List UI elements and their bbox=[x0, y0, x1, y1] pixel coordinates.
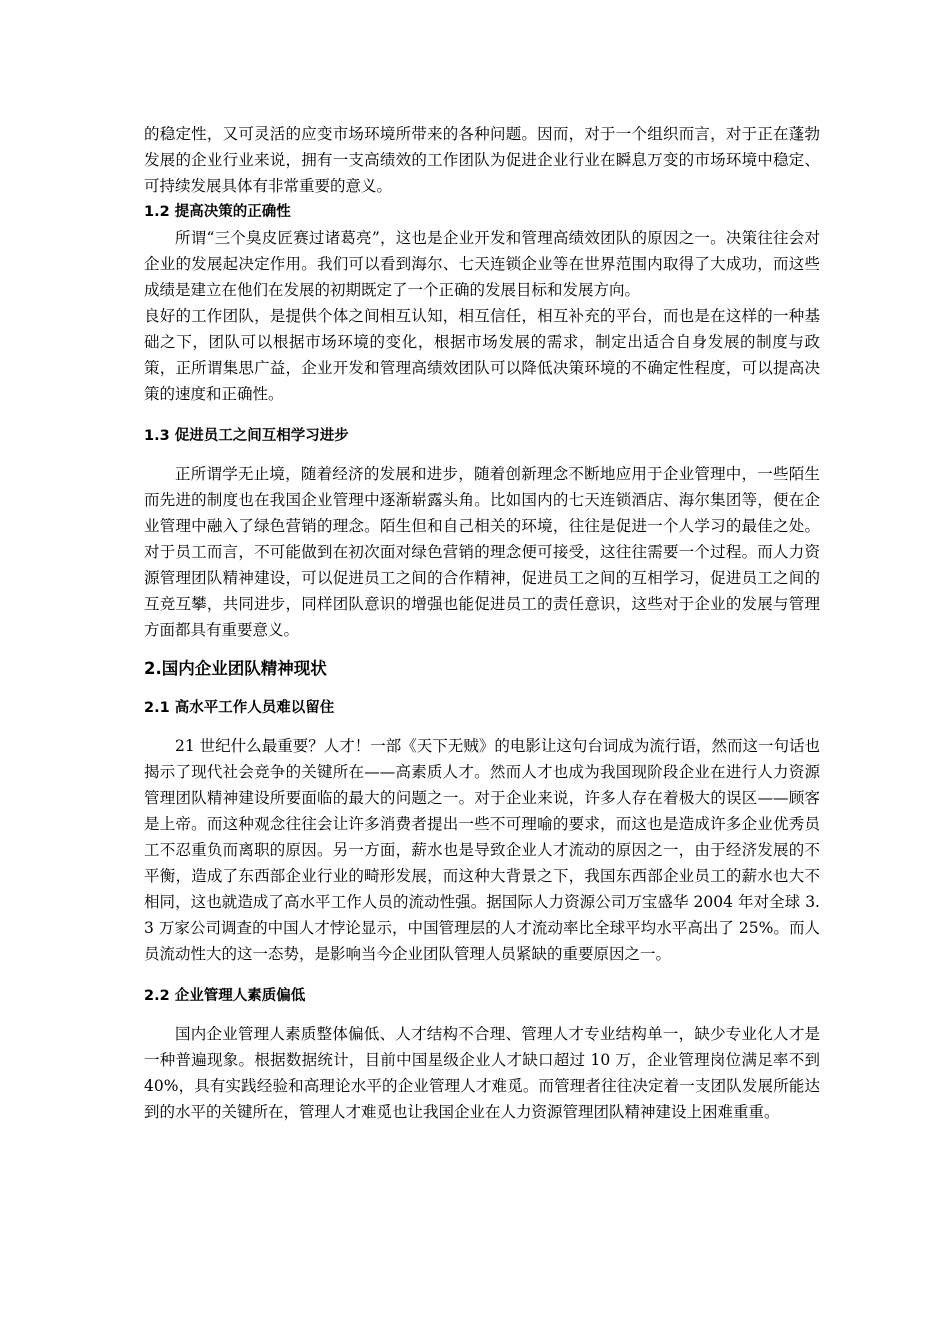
spacer bbox=[144, 643, 820, 655]
section-2-2-heading: 2.2 企业管理人素质偏低 bbox=[144, 988, 306, 1004]
document-page bbox=[144, 121, 820, 1125]
section-2-1-paragraph: 21 世纪什么最重要？人才！一部《天下无贼》的电影让这句台词成为流行语，然而这一句话也揭示了现代社会竞争的关键所在——高素质人才。然而人才也成为我国现阶段企业在进行人力资源管理团队精神建设所要面临的最大的问题之一。对于企业来说，许多人存在着极大的误区——顾客是上帝。而这种观念往往会让许多消费者提出一些不可理喻的要求，而这也是造成许多企业优秀员工不忍重负而离职的原因。另一方面，薪水也是导致企业人才流动的原因之一，由于经济发展的不平衡，造成了东西部企业行业的畸形发展，而这种大背景之下，我国东西部企业员工的薪水也大不相同，这也就造成了高水平工作人员的流动性强。据国际人力资源公司万宝盛华 2004 年对全球 3.3 万家公司调查的中国人才悖论显示，中国管理层的人才流动率比全球平均水平高出了 25%。而人员流动性大的这一态势，是影响当今企业团队管理人员紧缺的重要原因之一。 bbox=[144, 737, 820, 963]
section-1-2-paragraph-2: 良好的工作团队，是提供个体之间相互认知，相互信任，相互补充的平台，而也是在这样的一种基础之下，团队可以根据市场环境的变化，根据市场发展的需求，制定出适合自身发展的制度与政策，正所谓集思广益，企业开发和管理高绩效团队可以降低决策环境的不确定性程度，可以提高决策的速度和正确性。 bbox=[144, 307, 820, 403]
intro-paragraph: 的稳定性，又可灵活的应变市场环境所带来的各种问题。因而，对于一个组织而言，对于正在蓬勃发展的企业行业来说，拥有一支高绩效的工作团队为促进企业行业在瞬息万变的市场环境中稳定、可持续发展具体有非常重要的意义。 bbox=[144, 125, 820, 195]
spacer bbox=[144, 449, 820, 461]
section-2-heading: 2.国内企业团队精神现状 bbox=[144, 659, 327, 678]
section-1-3-heading: 1.3 促进员工之间互相学习进步 bbox=[144, 428, 349, 444]
spacer bbox=[144, 967, 820, 983]
section-1-2-paragraph-1: 所谓“三个臭皮匠赛过诸葛亮”，这也是企业开发和管理高绩效团队的原因之一。决策往往会对企业的发展起决定作用。我们可以看到海尔、七天连锁企业等在世界范围内取得了大成功，而这些成绩是建立在他们在发展的初期既定了一个正确的发展目标和发展方向。 bbox=[144, 229, 820, 299]
section-1-3-paragraph: 正所谓学无止境，随着经济的发展和进步，随着创新理念不断地应用于企业管理中，一些陌生而先进的制度也在我国企业管理中逐渐崭露头角。比如国内的七天连锁酒店、海尔集团等，便在企业管理中融入了绿色营销的理念。陌生但和自己相关的环境，往往是促进一个人学习的最佳之处。对于员工而言，不可能做到在初次面对绿色营销的理念便可接受，这往往需要一个过程。而人力资源管理团队精神建设，可以促进员工之间的合作精神，促进员工之间的互相学习，促进员工之间的互竞互攀，共同进步，同样团队意识的增强也能促进员工的责任意识，这些对于企业的发展与管理方面都具有重要意义。 bbox=[144, 465, 820, 639]
spacer bbox=[144, 1009, 820, 1021]
section-2-1-heading: 2.1 高水平工作人员难以留住 bbox=[144, 700, 335, 716]
spacer bbox=[144, 721, 820, 733]
section-2-2-paragraph: 国内企业管理人素质整体偏低、人才结构不合理、管理人才专业结构单一，缺少专业化人才是一种普遍现象。根据数据统计，目前中国星级企业人才缺口超过 10 万，企业管理岗位满足率不到 40%，具有实践经验和高理论水平的企业管理人才难觅。而管理者往往决定着一支团队发展所能达到的水平的关键所在，管理人才难觅也让我国企业在人力资源管理团队精神建设上困难重重。 bbox=[144, 1025, 820, 1121]
spacer bbox=[144, 683, 820, 695]
section-1-2-heading: 1.2 提高决策的正确性 bbox=[144, 204, 291, 220]
spacer bbox=[144, 407, 820, 423]
